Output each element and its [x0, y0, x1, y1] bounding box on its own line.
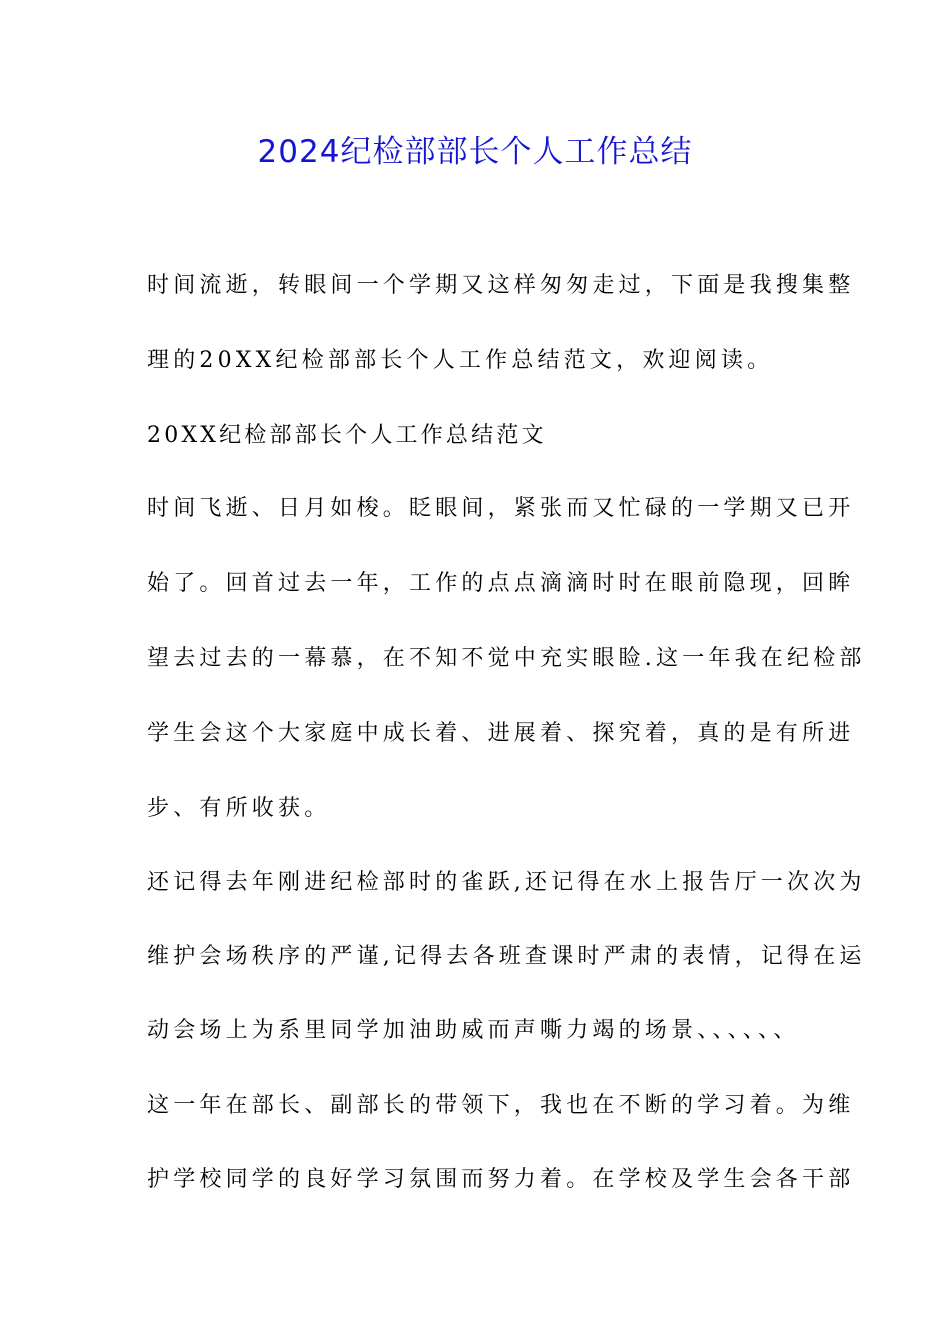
paragraph-line: 步、有所收获。 [147, 796, 331, 821]
paragraph-line: 护学校同学的良好学习氛围而努力着。在学校及学生会各干部 [147, 1167, 855, 1192]
paragraph-line: 动会场上为系里同学加油助威而声嘶力竭的场景、、、、、、 [147, 1018, 800, 1043]
paragraph-line: 理的20XX纪检部部长个人工作总结范文，欢迎阅读。 [147, 348, 774, 373]
paragraph-line: 时间流逝，转眼间一个学期又这样匆匆走过，下面是我搜集整 [147, 273, 855, 298]
paragraph-line: 维护会场秩序的严谨,记得去各班查课时严肃的表情，记得在运 [147, 944, 866, 969]
paragraph-line: 学生会这个大家庭中成长着、进展着、探究着，真的是有所进 [147, 721, 855, 746]
document-title: 2024纪检部部长个人工作总结 [257, 134, 693, 170]
paragraph-line: 还记得去年刚进纪检部时的雀跃,还记得在水上报告厅一次次为 [147, 870, 866, 895]
section-heading: 20XX纪检部部长个人工作总结范文 [147, 423, 547, 448]
paragraph-line: 时间飞逝、日月如梭。眨眼间，紧张而又忙碌的一学期又已开 [147, 496, 855, 521]
paragraph-line: 始了。回首过去一年，工作的点点滴滴时时在眼前隐现，回眸 [147, 571, 855, 596]
paragraph-line: 望去过去的一幕慕，在不知不觉中充实眼睑.这一年我在纪检部 [147, 646, 866, 671]
paragraph-line: 这一年在部长、副部长的带领下，我也在不断的学习着。为维 [147, 1093, 855, 1118]
